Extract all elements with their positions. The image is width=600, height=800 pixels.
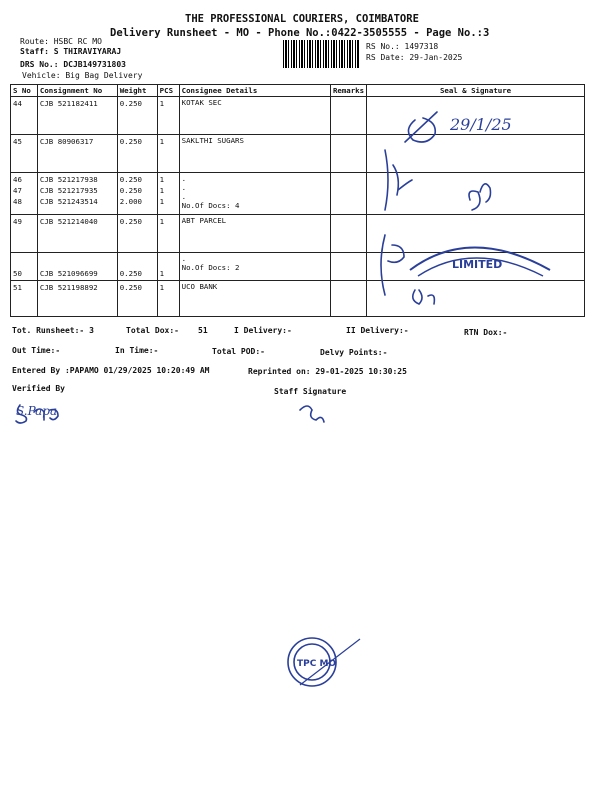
consignee-detail: .: [181, 183, 187, 192]
wt-value: 0.250: [119, 137, 142, 146]
total-dox-value: 51: [198, 326, 208, 335]
col-seal-signature: Seal & Signature: [367, 85, 585, 97]
staff-label: Staff: S THIRAVIYARAJ: [20, 47, 122, 56]
staff-signature-mark: [300, 406, 324, 422]
col-consignee: Consignee Details: [179, 85, 330, 97]
sno-value: 50: [13, 269, 22, 278]
sno-value: 47: [13, 186, 22, 195]
sno-value: 48: [13, 197, 22, 206]
route-label: Route: HSBC RC MO: [20, 37, 102, 46]
stamp-text: LIMITED: [452, 258, 503, 271]
signature-mark-4: [381, 235, 404, 295]
vehicle-label: Vehicle: Big Bag Delivery: [22, 71, 143, 80]
consignee-detail: UCO BANK: [181, 282, 218, 291]
col-sno: S No: [11, 85, 38, 97]
out-time: Out Time:-: [12, 346, 61, 355]
col-consignment: Consignment No: [37, 85, 117, 97]
pcs-value: 1: [159, 197, 165, 206]
verified-sign-text: S.Papa: [16, 404, 58, 418]
cno-value: CJB 521198892: [39, 283, 98, 292]
staff-signature: Staff Signature: [274, 387, 347, 396]
pcs-value: 1: [159, 269, 165, 278]
signature-mark-3: [469, 184, 491, 210]
consignee-detail: ABT PARCEL: [181, 216, 227, 225]
reprinted-on: Reprinted on: 29-01-2025 10:30:25: [248, 367, 407, 376]
cno-value: CJB 80906317: [39, 137, 94, 146]
wt-value: 0.250: [119, 186, 142, 195]
pcs-value: 1: [159, 217, 165, 226]
rs-number: RS No.: 1497318: [366, 42, 439, 51]
consignee-detail: No.Of Docs: 2: [181, 263, 240, 272]
entered-by: Entered By :PAPAMO 01/29/2025 10:20:49 AM: [12, 366, 210, 375]
wt-value: 0.250: [119, 175, 142, 184]
consignee-detail: No.Of Docs: 4: [181, 201, 240, 210]
signature-mark-1: [405, 112, 437, 142]
ii-delivery: II Delivery:-: [346, 326, 409, 335]
company-title: THE PROFESSIONAL COURIERS, COIMBATORE: [185, 13, 419, 25]
cno-value: CJB 521217938: [39, 175, 98, 184]
consignee-detail: KOTAK SEC: [181, 98, 222, 107]
total-dox-label: Total Dox:-: [126, 326, 179, 335]
sno-value: 46: [13, 175, 22, 184]
cno-value: CJB 521217935: [39, 186, 98, 195]
signature-mark-5: [413, 290, 435, 304]
signature-mark-2: [385, 150, 412, 210]
sno-value: 44: [13, 99, 22, 108]
pcs-value: 1: [159, 283, 165, 292]
sno-value: 49: [13, 217, 22, 226]
col-pcs: PCS: [157, 85, 179, 97]
drs-number: DRS No.: DCJB149731803: [20, 60, 126, 69]
col-weight: Weight: [117, 85, 157, 97]
consignee-detail: .: [181, 192, 187, 201]
pcs-value: 1: [159, 137, 165, 146]
tpc-stamp-text: TPC MO: [297, 659, 337, 669]
wt-value: 0.250: [119, 217, 142, 226]
wt-value: 2.000: [119, 197, 142, 206]
cno-value: CJB 521243514: [39, 197, 98, 206]
sno-value: 45: [13, 137, 22, 146]
runsheet-title: Delivery Runsheet - MO - Phone No.:0422-3505555 - Page No.:3: [110, 27, 490, 39]
consignee-detail: .: [181, 174, 187, 183]
tot-runsheet: Tot. Runsheet:- 3: [12, 326, 94, 335]
handwritten-date: 29/1/25: [450, 115, 512, 134]
i-delivery: I Delivery:-: [234, 326, 292, 335]
total-pod: Total POD:-: [212, 347, 265, 356]
rs-date: RS Date: 29-Jan-2025: [366, 53, 463, 62]
consignee-detail: .: [181, 254, 187, 263]
in-time: In Time:-: [115, 346, 159, 355]
wt-value: 0.250: [119, 283, 142, 292]
wt-value: 0.250: [119, 269, 142, 278]
rtn-dox: RTN Dox:-: [464, 328, 508, 337]
cno-value: CJB 521214040: [39, 217, 98, 226]
col-remarks: Remarks: [330, 85, 366, 97]
pcs-value: 1: [159, 186, 165, 195]
pcs-value: 1: [159, 175, 165, 184]
delvy-points: Delvy Points:-: [320, 348, 388, 357]
wt-value: 0.250: [119, 99, 142, 108]
pcs-value: 1: [159, 99, 165, 108]
cno-value: CJB 521096699: [39, 269, 98, 278]
sno-value: 51: [13, 283, 22, 292]
cno-value: CJB 521182411: [39, 99, 98, 108]
consignee-detail: SAKLTHI SUGARS: [181, 136, 244, 145]
verified-by: Verified By: [12, 384, 65, 393]
